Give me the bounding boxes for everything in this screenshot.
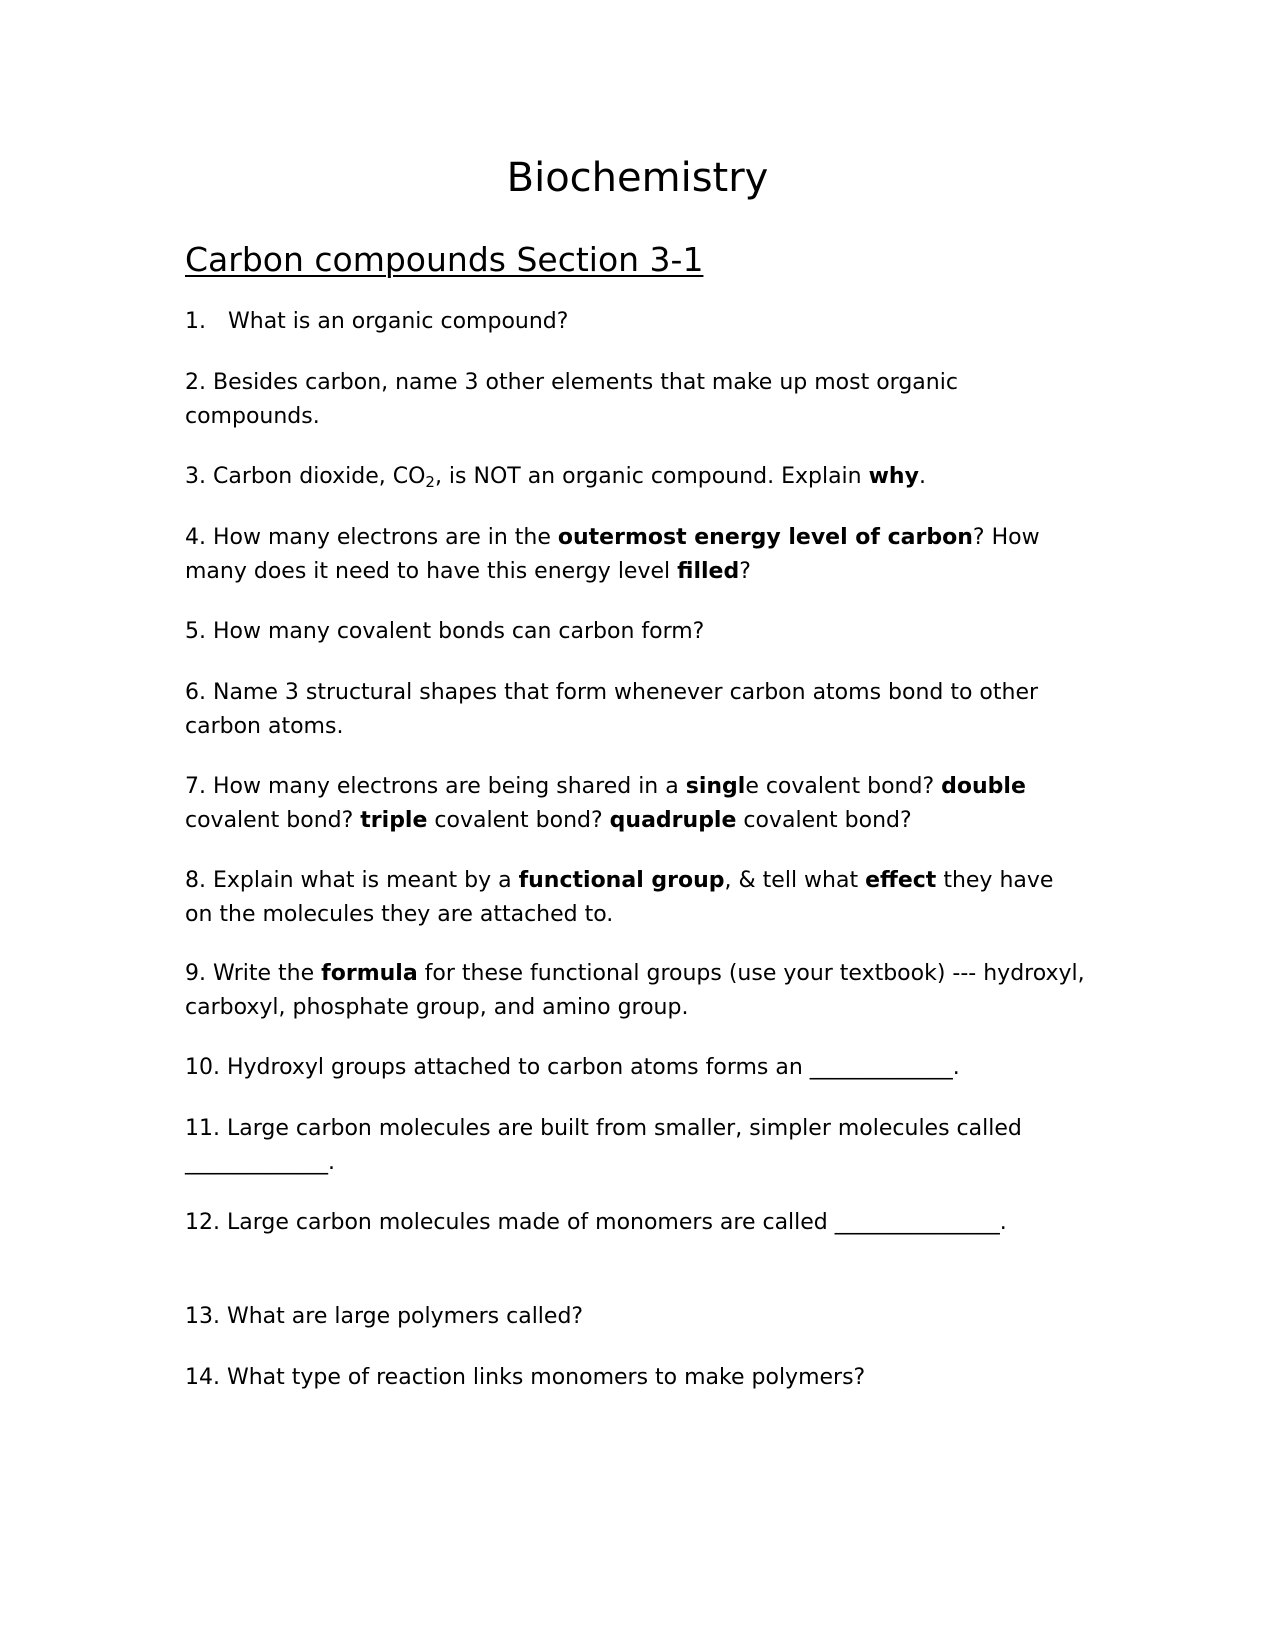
question-text: covalent bond? bbox=[427, 808, 610, 833]
question-1 bbox=[185, 305, 1085, 339]
question-2: 2. Besides carbon, name 3 other elements that make up most organic compounds. bbox=[185, 370, 958, 429]
question-text: . bbox=[918, 464, 926, 489]
question-text: for these functional groups (use your textbook) --- hydroxyl, carboxyl, phosphate group, and amino group. bbox=[185, 961, 1085, 1020]
question-13: 13. What are large polymers called? bbox=[185, 1304, 584, 1329]
bold-term: filled bbox=[677, 559, 740, 584]
question-text: , & tell what bbox=[724, 868, 866, 893]
bold-term: why bbox=[868, 464, 919, 489]
question-14: 14. What type of reaction links monomers to make polymers? bbox=[185, 1365, 866, 1390]
question-text: covalent bond? bbox=[736, 808, 912, 833]
bold-term: triple bbox=[360, 808, 428, 833]
bold-term: quadruple bbox=[609, 808, 737, 833]
question-12: 12. Large carbon molecules made of monomers are called _______________. bbox=[185, 1210, 1007, 1235]
question-6: 6. Name 3 structural shapes that form whenever carbon atoms bond to other carbon atoms. bbox=[185, 680, 1039, 739]
question-9 bbox=[185, 957, 1085, 1025]
subscript: 2 bbox=[425, 473, 435, 491]
question-7 bbox=[185, 770, 1085, 838]
question-text: e covalent bond? bbox=[745, 774, 942, 799]
bold-term: singl bbox=[685, 774, 746, 799]
bold-term: formula bbox=[321, 961, 418, 986]
question-text: 8. Explain what is meant by a bbox=[185, 868, 519, 893]
question-8 bbox=[185, 864, 1085, 932]
section-heading: Carbon compounds Section 3-1 bbox=[185, 240, 704, 279]
bold-term: effect bbox=[865, 868, 937, 893]
bold-term: outermost energy level of carbon bbox=[557, 525, 973, 550]
question-text: , is NOT an organic compound. Explain bbox=[434, 464, 869, 489]
question-text: covalent bond? bbox=[185, 808, 361, 833]
page-title: Biochemistry bbox=[506, 155, 769, 201]
bold-term: double bbox=[941, 774, 1026, 799]
question-4 bbox=[185, 521, 1085, 589]
question-text: 7. How many electrons are being shared in a bbox=[185, 774, 686, 799]
question-text: ? How many does it need to have this energy level bbox=[185, 525, 1040, 584]
question-11: 11. Large carbon molecules are built from smaller, simpler molecules called _____________. bbox=[185, 1116, 1022, 1175]
question-text: 4. How many electrons are in the bbox=[185, 525, 558, 550]
question-text: 9. Write the bbox=[185, 961, 322, 986]
question-text: they have on the molecules they are attached to. bbox=[185, 868, 1054, 927]
question-text: 3. Carbon dioxide, CO bbox=[185, 464, 426, 489]
question-text: ? bbox=[739, 559, 751, 584]
question-5: 5. How many covalent bonds can carbon form? bbox=[185, 619, 705, 644]
question-text: What is an organic compound? bbox=[228, 309, 569, 334]
question-3 bbox=[185, 460, 1085, 494]
bold-term: functional group bbox=[518, 868, 725, 893]
question-10: 10. Hydroxyl groups attached to carbon atoms forms an _____________. bbox=[185, 1055, 960, 1080]
question-number: 1. bbox=[185, 309, 206, 334]
